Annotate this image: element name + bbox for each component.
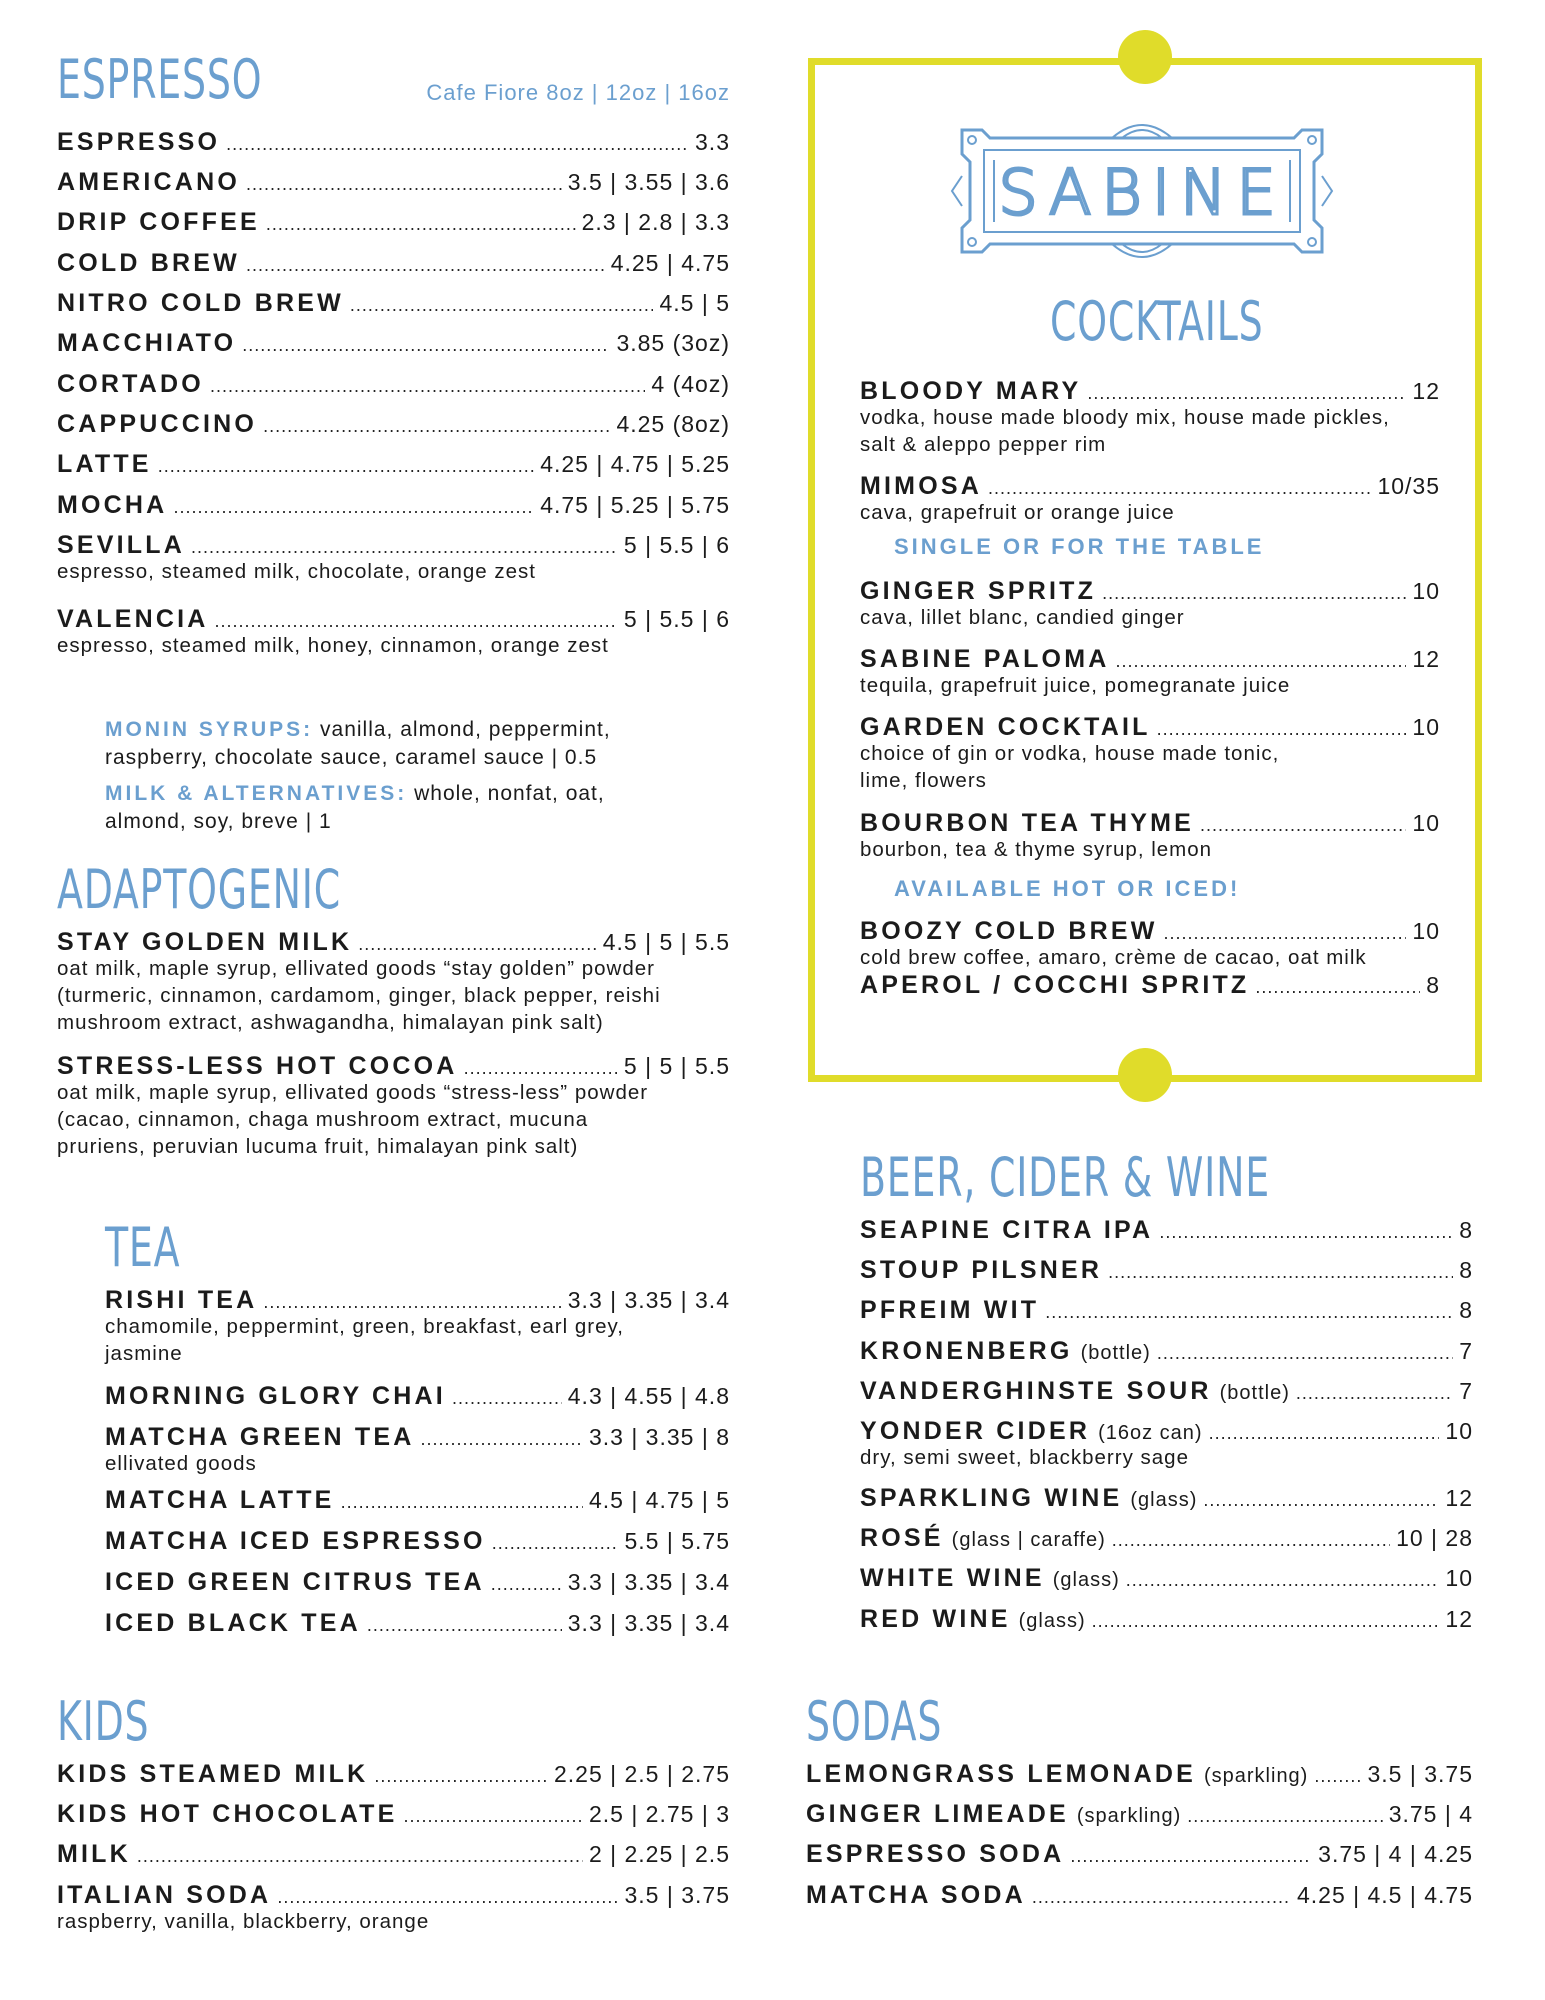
menu-item-row xyxy=(806,1834,1473,1874)
dot-leader xyxy=(246,245,605,285)
menu-item-name: NITRO COLD BREW xyxy=(57,289,344,317)
dot-leader xyxy=(1209,1413,1440,1453)
tea-heading: TEA xyxy=(105,1216,181,1279)
dot-leader xyxy=(1032,1877,1291,1917)
menu-item-price: 3.5 | 3.55 | 3.6 xyxy=(567,169,730,195)
menu-item-name: SEAPINE CITRA IPA xyxy=(860,1216,1154,1244)
menu-item xyxy=(806,1794,1473,1834)
tea-section xyxy=(105,1216,730,1637)
sabine-logo-text: SABINE xyxy=(998,156,1286,229)
dot-leader xyxy=(1070,1836,1312,1876)
dot-leader xyxy=(1157,1333,1453,1373)
menu-item xyxy=(57,364,730,404)
menu-item xyxy=(105,1280,730,1367)
espresso-heading: ESPRESSO xyxy=(57,48,263,111)
dot-leader xyxy=(367,1605,562,1645)
menu-item-name: KRONENBERG xyxy=(860,1337,1073,1365)
menu-item-price: 4.25 (8oz) xyxy=(616,411,730,437)
menu-item xyxy=(860,371,1440,458)
frame-dot-bottom xyxy=(1118,1048,1172,1102)
menu-item-description: dry, semi sweet, blackberry sage xyxy=(860,1446,1189,1469)
menu-item-note: (16oz can) xyxy=(1098,1422,1203,1444)
menu-item-name: RED WINE xyxy=(860,1605,1011,1633)
menu-item-name: ICED GREEN CITRUS TEA xyxy=(105,1568,485,1596)
menu-item-price: 2 | 2.25 | 2.5 xyxy=(588,1841,730,1867)
menu-item-name: MATCHA GREEN TEA xyxy=(105,1423,415,1451)
menu-item xyxy=(57,922,730,1036)
menu-item-row xyxy=(57,202,730,242)
menu-item-price: 10/35 xyxy=(1377,473,1440,499)
menu-item-row xyxy=(57,1834,730,1874)
menu-item xyxy=(860,1599,1473,1639)
menu-item xyxy=(105,1417,730,1477)
menu-item-name: LEMONGRASS LEMONADE xyxy=(806,1760,1196,1788)
menu-item-row xyxy=(57,404,730,444)
menu-item-price: 8 xyxy=(1426,972,1440,998)
menu-item-note: (bottle) xyxy=(1219,1382,1290,1404)
menu-item-price: 10 | 28 xyxy=(1396,1525,1473,1551)
menu-item-name: LATTE xyxy=(57,450,152,478)
menu-item-name: CAPPUCCINO xyxy=(57,410,258,438)
menu-item-price: 5.5 | 5.75 xyxy=(624,1528,730,1554)
menu-item-row xyxy=(57,1754,730,1794)
menu-item xyxy=(860,639,1440,699)
menu-item-name: DRIP COFFEE xyxy=(57,208,260,236)
menu-item-note: (glass | caraffe) xyxy=(951,1529,1106,1551)
dot-leader xyxy=(341,1482,583,1522)
menu-item xyxy=(860,1371,1473,1411)
menu-item-name: STRESS-LESS HOT COCOA xyxy=(57,1052,458,1080)
menu-item-price: 4.25 | 4.75 xyxy=(610,250,730,276)
menu-item-price: 3.3 | 3.35 | 3.4 xyxy=(567,1610,730,1636)
menu-item-description: chamomile, peppermint, green, breakfast, earl grey, jasmine xyxy=(105,1315,624,1365)
menu-item-row xyxy=(860,1331,1473,1371)
menu-item xyxy=(105,1480,730,1520)
sabine-logo xyxy=(950,120,1334,262)
menu-item-description: bourbon, tea & thyme syrup, lemon xyxy=(860,838,1213,861)
dot-leader xyxy=(1092,1601,1440,1641)
syrups-text: vanilla, almond, peppermint, raspberry, chocolate sauce, caramel sauce | 0.5 xyxy=(105,718,611,769)
cocktails-heading: COCKTAILS xyxy=(1050,290,1264,353)
menu-item-row xyxy=(57,1794,730,1834)
dot-leader xyxy=(246,164,562,204)
menu-item-note: (sparkling) xyxy=(1203,1765,1309,1787)
menu-item-price: 4.5 | 5 | 5.5 xyxy=(602,929,730,955)
menu-item xyxy=(860,1331,1473,1371)
menu-item-name: YONDER CIDER xyxy=(860,1417,1091,1445)
menu-item-price: 3.3 | 3.35 | 3.4 xyxy=(567,1287,730,1313)
menu-item-note: (glass) xyxy=(1130,1489,1198,1511)
menu-item-price: 12 xyxy=(1412,378,1440,404)
menu-item xyxy=(57,404,730,444)
menu-item-name: BLOODY MARY xyxy=(860,377,1082,405)
menu-item xyxy=(57,1875,730,1935)
menu-item-row xyxy=(860,1518,1473,1558)
menu-item-description: choice of gin or vodka, house made tonic, lime, flowers xyxy=(860,742,1280,792)
menu-item xyxy=(860,1478,1473,1518)
menu-item-description: tequila, grapefruit juice, pomegranate juice xyxy=(860,674,1291,697)
sodas-section xyxy=(806,1690,1473,1909)
dot-leader xyxy=(1314,1756,1361,1796)
menu-item-description: cava, lillet blanc, candied ginger xyxy=(860,606,1185,629)
menu-item-price: 4.5 | 5 xyxy=(659,290,730,316)
menu-item-row xyxy=(105,1521,730,1561)
menu-item xyxy=(57,162,730,202)
menu-item-description: espresso, steamed milk, chocolate, orange zest xyxy=(57,560,536,583)
menu-item-name: MACCHIATO xyxy=(57,329,237,357)
menu-item-price: 3.5 | 3.75 xyxy=(624,1882,730,1908)
dot-leader xyxy=(263,406,610,446)
menu-item-price: 3.3 xyxy=(695,129,730,155)
menu-item-row xyxy=(57,364,730,404)
espresso-size-note: Cafe Fiore 8oz | 12oz | 16oz xyxy=(426,80,730,105)
dot-leader xyxy=(226,124,689,164)
menu-item-name: MILK xyxy=(57,1840,131,1868)
menu-item xyxy=(860,965,1440,1005)
milk-text: whole, nonfat, oat, almond, soy, breve | 1 xyxy=(105,782,605,833)
menu-item-price: 4.5 | 4.75 | 5 xyxy=(588,1487,730,1513)
menu-item-name: MATCHA LATTE xyxy=(105,1486,335,1514)
menu-item-price: 10 xyxy=(1412,714,1440,740)
menu-item-price: 12 xyxy=(1445,1485,1473,1511)
menu-item-price: 10 xyxy=(1445,1565,1473,1591)
menu-item-row xyxy=(57,323,730,363)
menu-item xyxy=(57,283,730,323)
menu-item xyxy=(806,1834,1473,1874)
menu-item xyxy=(806,1875,1473,1915)
menu-item-row xyxy=(860,965,1440,1005)
menu-item-name: AMERICANO xyxy=(57,168,240,196)
menu-item-row xyxy=(105,1603,730,1643)
dot-leader xyxy=(421,1419,583,1459)
menu-item-price: 7 xyxy=(1459,1378,1473,1404)
menu-item-price: 7 xyxy=(1459,1338,1473,1364)
dot-leader xyxy=(1203,1480,1439,1520)
menu-item-name: GINGER LIMEADE xyxy=(806,1800,1069,1828)
menu-item xyxy=(57,1834,730,1874)
menu-item-price: 8 xyxy=(1459,1217,1473,1243)
menu-item-price: 10 xyxy=(1412,578,1440,604)
menu-item-price: 10 xyxy=(1445,1418,1473,1444)
menu-item-name: MIMOSA xyxy=(860,472,982,500)
menu-item-name: BOURBON TEA THYME xyxy=(860,809,1195,837)
menu-item-row xyxy=(57,444,730,484)
dot-leader xyxy=(173,487,534,527)
dot-leader xyxy=(158,446,535,486)
menu-item xyxy=(57,202,730,242)
milk-note xyxy=(105,752,605,836)
menu-item-name: SEVILLA xyxy=(57,531,185,559)
dot-leader xyxy=(1255,967,1420,1007)
menu-item-name: ESPRESSO xyxy=(57,128,221,156)
menu-item-name: SPARKLING WINE xyxy=(860,1484,1123,1512)
menu-item-row xyxy=(57,243,730,283)
milk-label: MILK & ALTERNATIVES: xyxy=(105,782,408,805)
menu-item-price: 4.25 | 4.75 | 5.25 xyxy=(540,451,730,477)
menu-item xyxy=(860,803,1440,863)
menu-item-price: 8 xyxy=(1459,1297,1473,1323)
menu-item-row xyxy=(860,1478,1473,1518)
adaptogenic-heading: ADAPTOGENIC xyxy=(57,858,341,921)
menu-item xyxy=(806,1754,1473,1794)
menu-item xyxy=(57,1754,730,1794)
hot-or-iced-tag: AVAILABLE HOT OR ICED! xyxy=(894,876,1241,901)
menu-item xyxy=(105,1603,730,1643)
menu-item xyxy=(860,571,1440,631)
dot-leader xyxy=(491,1564,562,1604)
dot-leader xyxy=(1159,1212,1453,1252)
menu-item-row xyxy=(860,1371,1473,1411)
menu-item-row xyxy=(105,1376,730,1416)
menu-item-name: WHITE WINE xyxy=(860,1564,1045,1592)
menu-item-name: PFREIM WIT xyxy=(860,1296,1040,1324)
menu-item-name: MATCHA SODA xyxy=(806,1881,1026,1909)
menu-item-name: VANDERGHINSTE SOUR xyxy=(860,1377,1212,1405)
menu-item-price: 2.5 | 2.75 | 3 xyxy=(588,1801,730,1827)
dot-leader xyxy=(403,1796,582,1836)
menu-item-price: 5 | 5 | 5.5 xyxy=(623,1053,730,1079)
beer-section xyxy=(860,1146,1473,1633)
menu-item-note: (sparkling) xyxy=(1076,1805,1182,1827)
menu-item-row xyxy=(860,1210,1473,1250)
menu-item-price: 5 | 5.5 | 6 xyxy=(623,532,730,558)
menu-item-name: SABINE PALOMA xyxy=(860,645,1110,673)
dot-leader xyxy=(242,325,610,365)
menu-item-name: KIDS STEAMED MILK xyxy=(57,1760,369,1788)
menu-item-description: cold brew coffee, amaro, crème de cacao, oat milk xyxy=(860,946,1367,969)
menu-item xyxy=(57,122,730,162)
menu-item-name: ITALIAN SODA xyxy=(57,1881,272,1909)
menu-item-description: oat milk, maple syrup, ellivated goods “stay golden” powder (turmeric, cinnamon, cardamom, ginger, black pepper, reishi mushroom extract, ashwagandha, himalayan pink salt) xyxy=(57,957,661,1034)
menu-item-row xyxy=(806,1794,1473,1834)
menu-item-price: 8 xyxy=(1459,1257,1473,1283)
dot-leader xyxy=(1045,1292,1453,1332)
dot-leader xyxy=(210,366,645,406)
menu-item xyxy=(105,1376,730,1416)
menu-item xyxy=(57,1046,730,1160)
menu-item-name: APEROL / COCCHI SPRITZ xyxy=(860,971,1250,999)
syrups-label: MONIN SYRUPS: xyxy=(105,718,314,741)
menu-item xyxy=(860,1290,1473,1330)
menu-item xyxy=(57,599,730,659)
menu-item-name: KIDS HOT CHOCOLATE xyxy=(57,1800,398,1828)
menu-item-description: espresso, steamed milk, honey, cinnamon, orange zest xyxy=(57,634,609,657)
menu-item-price: 3.75 | 4 xyxy=(1388,1801,1473,1827)
menu-item-name: STAY GOLDEN MILK xyxy=(57,928,353,956)
menu-item xyxy=(105,1562,730,1602)
menu-item-description: oat milk, maple syrup, ellivated goods “stress-less” powder (cacao, cinnamon, chaga mushroom extract, mucuna pruriens, peruvian lucuma fruit, himalayan pink salt) xyxy=(57,1081,649,1158)
dot-leader xyxy=(1126,1560,1440,1600)
menu-item-price: 3.5 | 3.75 xyxy=(1367,1761,1473,1787)
dot-leader xyxy=(452,1378,562,1418)
menu-item-name: STOUP PILSNER xyxy=(860,1256,1103,1284)
menu-item xyxy=(57,525,730,585)
menu-item-description: raspberry, vanilla, blackberry, orange xyxy=(57,1910,430,1933)
menu-item-price: 5 | 5.5 | 6 xyxy=(623,606,730,632)
menu-item-name: CORTADO xyxy=(57,370,204,398)
menu-item-price: 4.25 | 4.5 | 4.75 xyxy=(1296,1882,1473,1908)
menu-item-name: ROSÉ xyxy=(860,1524,944,1552)
menu-item-row xyxy=(860,1250,1473,1290)
dot-leader xyxy=(350,285,654,325)
menu-item-price: 3.85 (3oz) xyxy=(616,330,730,356)
menu-item-price: 2.3 | 2.8 | 3.3 xyxy=(581,209,730,235)
dot-leader xyxy=(374,1756,548,1796)
menu-item-row xyxy=(57,485,730,525)
menu-item xyxy=(57,323,730,363)
menu-item-name: MOCHA xyxy=(57,491,168,519)
menu-item-price: 3.75 | 4 | 4.25 xyxy=(1318,1841,1473,1867)
menu-item-name: GARDEN COCKTAIL xyxy=(860,713,1151,741)
dot-leader xyxy=(492,1523,619,1563)
menu-item-name: ICED BLACK TEA xyxy=(105,1609,361,1637)
espresso-section xyxy=(57,48,730,833)
menu-item xyxy=(860,1411,1473,1471)
dot-leader xyxy=(1187,1796,1382,1836)
menu-item-price: 3.3 | 3.35 | 3.4 xyxy=(567,1569,730,1595)
menu-item-price: 10 xyxy=(1412,810,1440,836)
menu-item-description: ellivated goods xyxy=(105,1452,257,1475)
dot-leader xyxy=(1108,1252,1453,1292)
menu-item-description: cava, grapefruit or orange juice xyxy=(860,501,1175,524)
menu-item-row xyxy=(860,1558,1473,1598)
dot-leader xyxy=(266,204,576,244)
menu-item-note: (bottle) xyxy=(1080,1342,1151,1364)
menu-item xyxy=(57,485,730,525)
menu-item-name: VALENCIA xyxy=(57,605,209,633)
menu-item xyxy=(860,1210,1473,1250)
frame-dot-top xyxy=(1118,30,1172,84)
menu-item-row xyxy=(860,1599,1473,1639)
dot-leader xyxy=(137,1836,583,1876)
menu-item-name: GINGER SPRITZ xyxy=(860,577,1097,605)
menu-item xyxy=(860,1518,1473,1558)
adaptogenic-section xyxy=(57,858,730,1158)
menu-item-name: ESPRESSO SODA xyxy=(806,1840,1065,1868)
menu-item-row xyxy=(806,1875,1473,1915)
menu-item-name: MORNING GLORY CHAI xyxy=(105,1382,446,1410)
menu-item-price: 4.75 | 5.25 | 5.75 xyxy=(540,492,730,518)
menu-item-description: vodka, house made bloody mix, house made pickles, salt & aleppo pepper rim xyxy=(860,406,1390,456)
menu-item xyxy=(860,1250,1473,1290)
menu-item xyxy=(57,444,730,484)
menu-item-row xyxy=(57,162,730,202)
sodas-heading: SODAS xyxy=(806,1690,943,1753)
kids-heading: KIDS xyxy=(57,1690,150,1753)
menu-item xyxy=(860,707,1440,794)
dot-leader xyxy=(1296,1373,1453,1413)
menu-item-price: 12 xyxy=(1412,646,1440,672)
menu-item-price: 12 xyxy=(1445,1606,1473,1632)
menu-item-price: 2.25 | 2.5 | 2.75 xyxy=(553,1761,730,1787)
kids-section xyxy=(57,1690,730,1933)
menu-item-name: BOOZY COLD BREW xyxy=(860,917,1158,945)
menu-item-note: (glass) xyxy=(1018,1610,1086,1632)
menu-item-price: 4 (4oz) xyxy=(651,371,730,397)
menu-item-price: 3.3 | 3.35 | 8 xyxy=(588,1424,730,1450)
beer-heading: BEER, CIDER & WINE xyxy=(860,1146,1270,1209)
dot-leader xyxy=(1112,1520,1390,1560)
dot-leader xyxy=(1200,805,1406,845)
menu-item-price: 10 xyxy=(1412,918,1440,944)
menu-item-row xyxy=(806,1754,1473,1794)
menu-item-row xyxy=(57,283,730,323)
menu-item xyxy=(860,1558,1473,1598)
menu-item-name: COLD BREW xyxy=(57,249,240,277)
menu-item xyxy=(105,1521,730,1561)
menu-item-row xyxy=(105,1562,730,1602)
menu-item-name: RISHI TEA xyxy=(105,1286,258,1314)
menu-item-price: 4.3 | 4.55 | 4.8 xyxy=(567,1383,730,1409)
menu-item xyxy=(860,911,1440,971)
menu-item xyxy=(57,1794,730,1834)
menu-item-row xyxy=(57,122,730,162)
menu-item-note: (glass) xyxy=(1052,1569,1120,1591)
menu-item-row xyxy=(860,1290,1473,1330)
menu-item-name: MATCHA ICED ESPRESSO xyxy=(105,1527,486,1555)
single-or-table-tag: SINGLE OR FOR THE TABLE xyxy=(894,534,1265,559)
menu-item xyxy=(57,243,730,283)
menu-item-row xyxy=(105,1480,730,1520)
menu-item xyxy=(860,466,1440,526)
